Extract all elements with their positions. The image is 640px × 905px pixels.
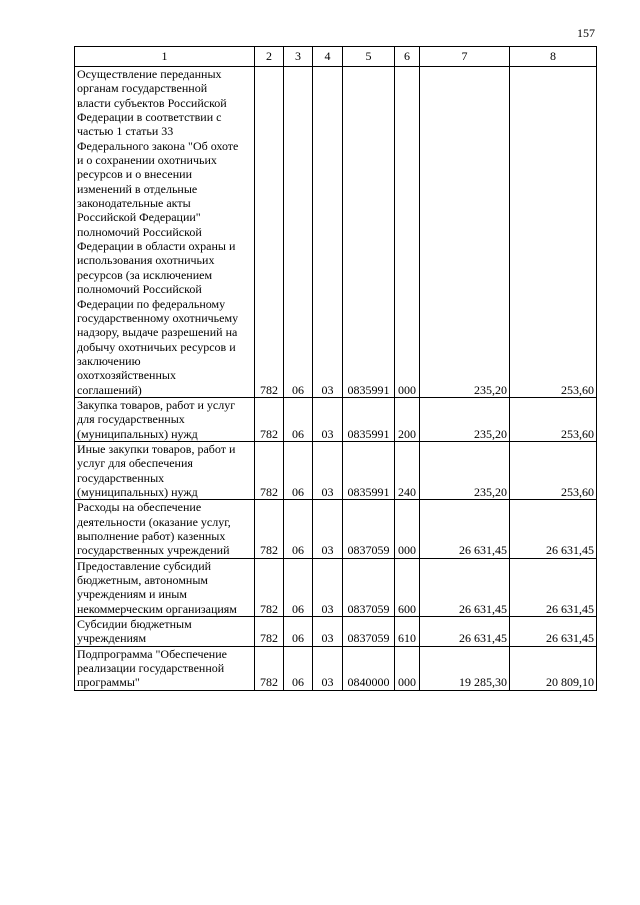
row-name: Осуществление переданных органам государственной власти субъектов Российской Федерации в соответствии с частью 1 статьи 33 Федерального закона "Об охоте и о сохранении охотничьих ресурсов и о внесении изменений в отдельные законодательные акты Российской Федерации" полномочий Российской Федерации в области охраны и использования охотничьих ресурсов (за исключением полномочий Российской Федерации по федеральному государственному охотничьему надзору, выдаче разрешений на добычу охотничьих ресурсов и заключению охотхозяйственных соглашений) (75, 67, 255, 398)
amount-col8: 253,60 (510, 397, 597, 441)
expense-type-code: 000 (395, 646, 420, 690)
subsection-code: 03 (313, 397, 343, 441)
target-article-code: 0837059 (343, 558, 395, 616)
amount-col8: 26 631,45 (510, 558, 597, 616)
subsection-code: 03 (313, 500, 343, 558)
section-code: 06 (284, 500, 313, 558)
section-code: 06 (284, 558, 313, 616)
table-row (75, 558, 597, 616)
amount-col7: 235,20 (420, 441, 510, 499)
amount-col8: 253,60 (510, 67, 597, 398)
table-row (75, 500, 597, 558)
target-article-code: 0840000 (343, 646, 395, 690)
subsection-code: 03 (313, 558, 343, 616)
row-name: Подпрограмма "Обеспечение реализации государственной программы" (75, 646, 255, 690)
amount-col8: 253,60 (510, 441, 597, 499)
subsection-code: 03 (313, 617, 343, 647)
section-code: 06 (284, 441, 313, 499)
admin-code: 782 (255, 558, 284, 616)
header-cell-4: 4 (313, 47, 343, 67)
header-row (75, 47, 597, 67)
table-row (75, 67, 597, 398)
amount-col7: 235,20 (420, 67, 510, 398)
row-name: Закупка товаров, работ и услуг для государственных (муниципальных) нужд (75, 397, 255, 441)
row-name: Субсидии бюджетным учреждениям (75, 617, 255, 647)
subsection-code: 03 (313, 67, 343, 398)
expense-type-code: 600 (395, 558, 420, 616)
amount-col8: 20 809,10 (510, 646, 597, 690)
table-row (75, 441, 597, 499)
amount-col7: 26 631,45 (420, 617, 510, 647)
amount-col7: 235,20 (420, 397, 510, 441)
amount-col8: 26 631,45 (510, 617, 597, 647)
target-article-code: 0835991 (343, 397, 395, 441)
section-code: 06 (284, 646, 313, 690)
admin-code: 782 (255, 67, 284, 398)
row-name: Расходы на обеспечение деятельности (оказание услуг, выполнение работ) казенных государственных учреждений (75, 500, 255, 558)
expense-type-code: 000 (395, 500, 420, 558)
subsection-code: 03 (313, 441, 343, 499)
budget-table (74, 46, 597, 691)
expense-type-code: 200 (395, 397, 420, 441)
subsection-code: 03 (313, 646, 343, 690)
header-cell-3: 3 (284, 47, 313, 67)
admin-code: 782 (255, 617, 284, 647)
header-cell-2: 2 (255, 47, 284, 67)
amount-col8: 26 631,45 (510, 500, 597, 558)
expense-type-code: 610 (395, 617, 420, 647)
section-code: 06 (284, 617, 313, 647)
table-row (75, 646, 597, 690)
target-article-code: 0835991 (343, 67, 395, 398)
target-article-code: 0837059 (343, 617, 395, 647)
header-cell-7: 7 (420, 47, 510, 67)
amount-col7: 26 631,45 (420, 558, 510, 616)
amount-col7: 26 631,45 (420, 500, 510, 558)
page-number: 157 (577, 26, 595, 40)
target-article-code: 0837059 (343, 500, 395, 558)
header-cell-1: 1 (75, 47, 255, 67)
header-cell-6: 6 (395, 47, 420, 67)
admin-code: 782 (255, 646, 284, 690)
expense-type-code: 240 (395, 441, 420, 499)
header-cell-8: 8 (510, 47, 597, 67)
admin-code: 782 (255, 441, 284, 499)
section-code: 06 (284, 67, 313, 398)
admin-code: 782 (255, 397, 284, 441)
row-name: Иные закупки товаров, работ и услуг для обеспечения государственных (муниципальных) нужд (75, 441, 255, 499)
header-cell-5: 5 (343, 47, 395, 67)
target-article-code: 0835991 (343, 441, 395, 499)
amount-col7: 19 285,30 (420, 646, 510, 690)
expense-type-code: 000 (395, 67, 420, 398)
section-code: 06 (284, 397, 313, 441)
table-row (75, 397, 597, 441)
table-row (75, 617, 597, 647)
row-name: Предоставление субсидий бюджетным, автономным учреждениям и иным некоммерческим организациям (75, 558, 255, 616)
admin-code: 782 (255, 500, 284, 558)
